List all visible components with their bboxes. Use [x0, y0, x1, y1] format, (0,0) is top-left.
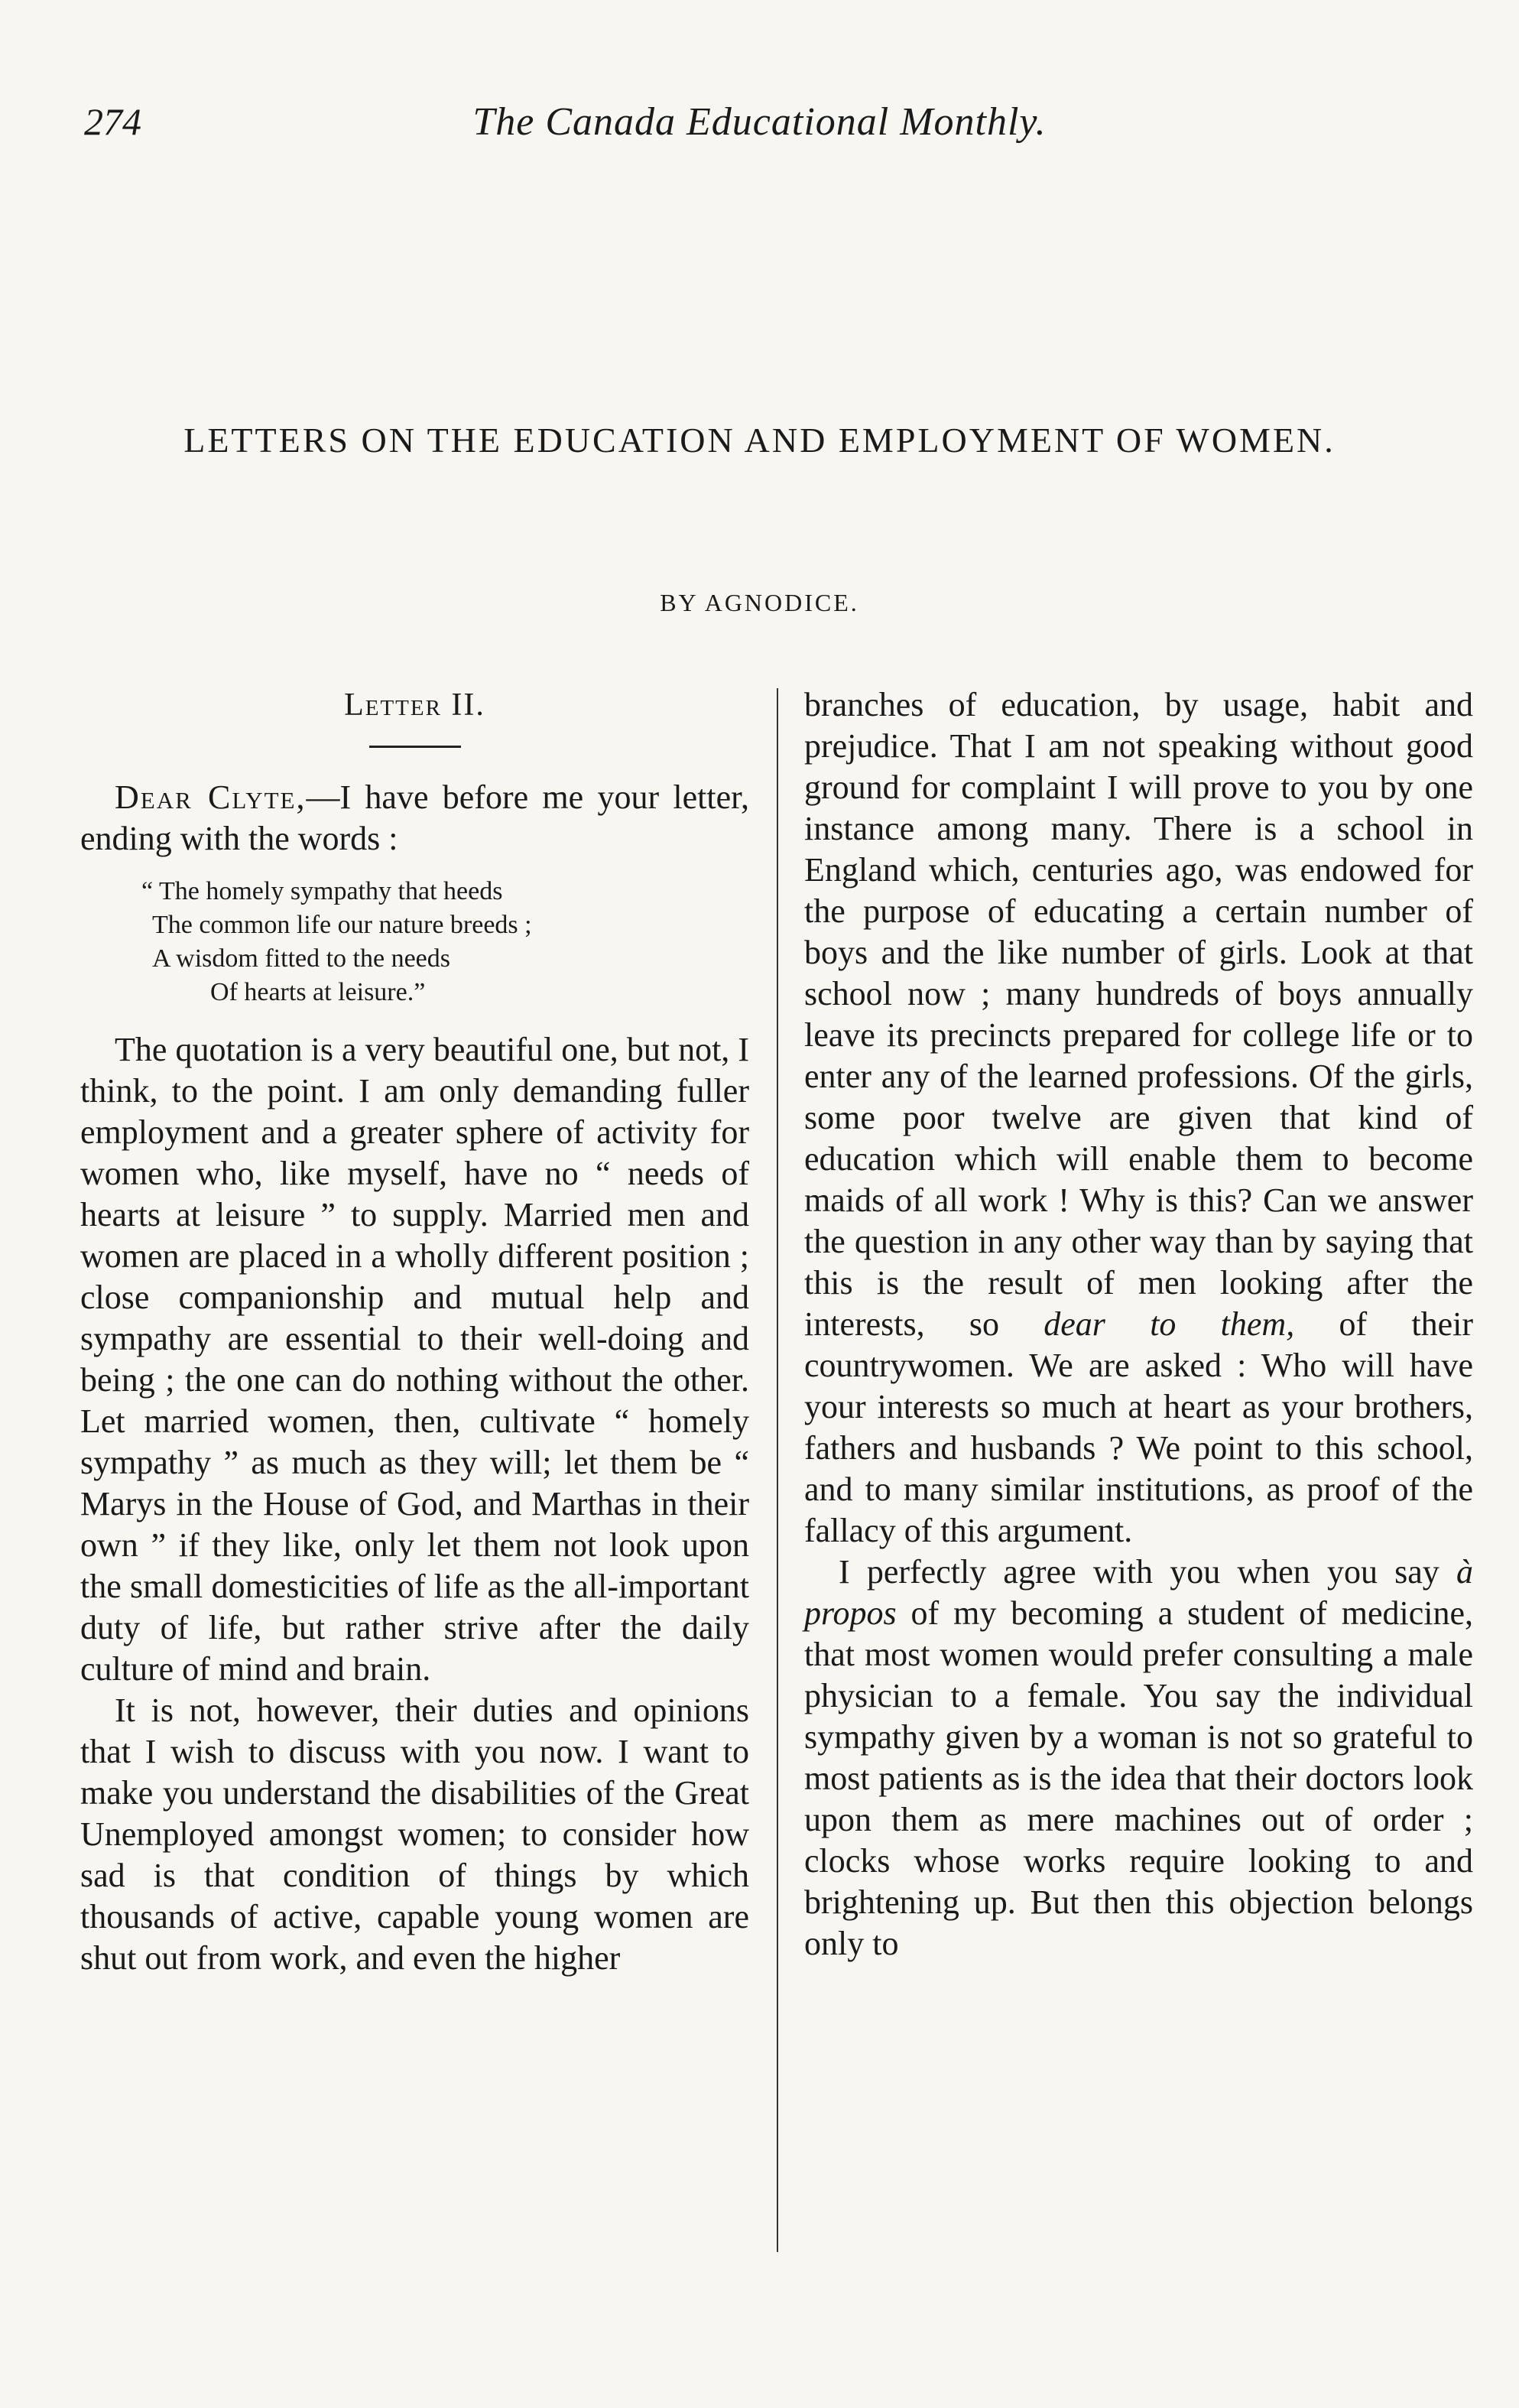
byline: BY AGNODICE.	[660, 589, 859, 616]
body-paragraph: It is not, however, their duties and opinions that I wish to discuss with you now. I want to make you understand the disabilities of the Great Unemployed amongst women; to consider how sad is that condition of things by which thousands of active, capable young women are shut out from work, and even the higher	[80, 1691, 749, 1977]
letter-heading: Letter II.	[344, 687, 485, 723]
journal-title: The Canada Educational Monthly.	[472, 100, 1047, 144]
text-run: of their countrywomen. We are asked : Who will have your interests so much at heart as your brothers, fathers and husbands ? We point to this school, and to many similar institutions, as proof of the fallacy of this argument.	[804, 1305, 1474, 1549]
article-title: LETTERS ON THE EDUCATION AND EMPLOYMENT OF WOMEN.	[183, 421, 1336, 460]
verse-line: Of hearts at leisure.”	[210, 978, 426, 1006]
body-paragraph	[804, 1552, 1473, 1964]
italic-text: dear to them,	[1044, 1305, 1295, 1343]
text-run: of my becoming a student of medicine, that most women would prefer consulting a male physician to a female. You say the individual sympathy given by a woman is not so grateful to most patients as is the idea that their doctors look upon them as mere machines out of order ; clocks whose works require looking to and brightening up. But then this objection belongs only to	[804, 1594, 1473, 1962]
opening-text: —I have before me your letter, ending with the words :	[80, 778, 749, 857]
text-run: branches of education, by usage, habit and prejudice. That I am not speaking without good ground for complaint I will prove to you by one instance among many. There is a school in England which, centuries ago, was endowed for the purpose of educating a certain number of boys and the like number of girls. Look at that school now ; many hundreds of boys annually leave its precincts prepared for college life or to enter any of the learned professions. Of the girls, some poor twelve are given that kind of education which will enable them to become maids of all work ! Why is this? Can we answer the question in any other way than by saying that this is the result of men looking after the interests, so	[804, 686, 1473, 1343]
body-paragraph: The quotation is a very beautiful one, but not, I think, to the point. I am only demanding fuller employment and a greater sphere of activity for women who, like myself, have no “ needs of hearts at leisure ” to supply. Married men and women are placed in a wholly different position ; close companionship and mutual help and sympathy are essential to their well-doing and being ; the one can do nothing without the other. Let married women, then, cultivate “ homely sympathy ” as much as they will; let them be “ Marys in the House of God, and Marthas in their own ” if they like, only let them not look upon the small domesticities of life as the all-important duty of life, but rather strive after the daily culture of mind and brain.	[80, 1031, 749, 1688]
verse-quotation	[141, 875, 749, 1009]
running-head	[84, 99, 1435, 161]
salutation-paragraph	[80, 777, 749, 860]
left-column	[80, 684, 749, 1979]
verse-line: A wisdom fitted to the needs	[152, 944, 451, 973]
body-paragraph	[804, 684, 1473, 1552]
salutation: Dear Clyte,	[115, 778, 307, 816]
heading-rule	[369, 746, 461, 748]
page-number: 274	[84, 100, 141, 143]
italic-text: à propos	[804, 1553, 1473, 1632]
column-divider	[777, 688, 778, 2252]
right-column	[804, 684, 1473, 1964]
verse-line: The common life our nature breeds ;	[152, 911, 532, 939]
verse-line: “ The homely sympathy that heeds	[141, 877, 503, 905]
text-run: I perfectly agree with you when you say	[839, 1553, 1439, 1591]
